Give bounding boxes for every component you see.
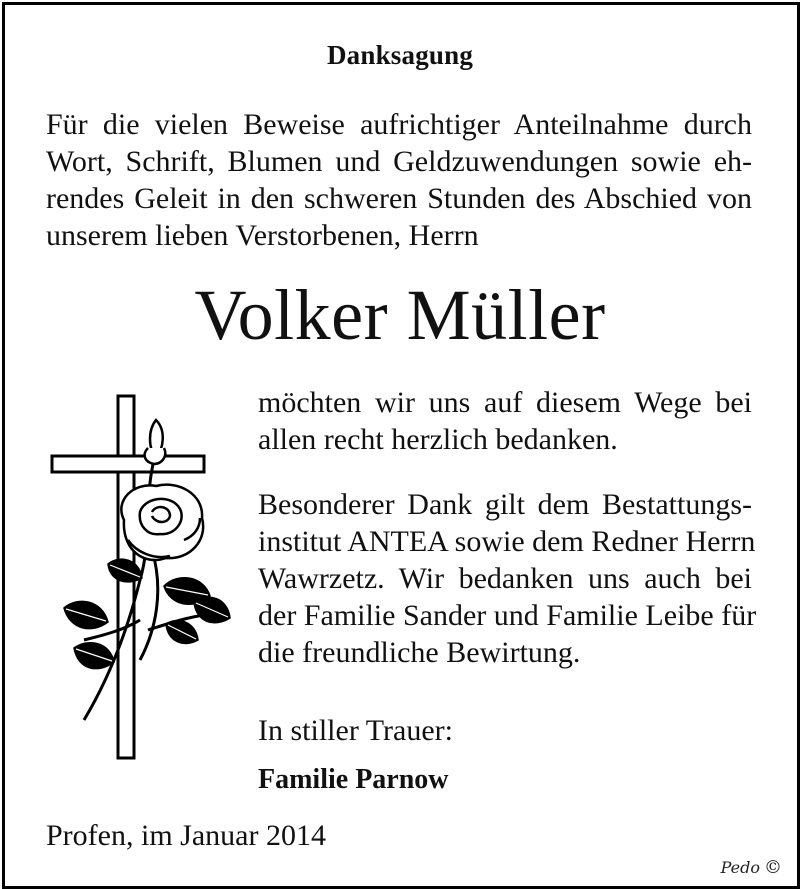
signature-text: Pedo bbox=[720, 858, 760, 877]
place-date: Profen, im Januar 2014 bbox=[46, 819, 326, 852]
intro-line: Für die vielen Beweise aufrichtiger Anteilnahme durch bbox=[46, 108, 752, 141]
intro-line: rendes Geleit in den schweren Stunden des Abschied von bbox=[46, 182, 752, 215]
cross-with-rose-icon bbox=[44, 390, 234, 760]
special-thanks-paragraph bbox=[258, 486, 757, 671]
thanks-paragraph bbox=[258, 384, 752, 458]
special-thanks-line: die freundliche Bewirtung. bbox=[258, 636, 581, 669]
intro-line: Wort, Schrift, Blumen und Geldzuwendungen sowie eh- bbox=[46, 145, 752, 178]
heading: Danksagung bbox=[326, 40, 474, 70]
special-thanks-line: Besonderer Dank gilt dem Bestattungs- bbox=[258, 488, 752, 521]
intro-text bbox=[46, 106, 752, 254]
thanks-line: möchten wir uns auf diesem Wege bei bbox=[258, 386, 752, 419]
thanks-line: allen recht herzlich bedanken. bbox=[258, 423, 618, 456]
family-signature: Familie Parnow bbox=[258, 764, 449, 795]
deceased-name: Volker Müller bbox=[194, 275, 606, 355]
special-thanks-line: Wawrzetz. Wir bedanken uns auch bei bbox=[258, 562, 752, 595]
copyright-icon: © bbox=[764, 857, 782, 878]
special-thanks-line: institut ANTEA sowie dem Redner Herrn bbox=[258, 525, 756, 558]
intro-line: unserem lieben Verstorbenen, Herrn bbox=[46, 219, 479, 252]
designer-signature bbox=[721, 857, 782, 878]
closing-text: In stiller Trauer: bbox=[258, 714, 453, 747]
special-thanks-line: der Familie Sander und Familie Leibe für bbox=[258, 599, 757, 632]
